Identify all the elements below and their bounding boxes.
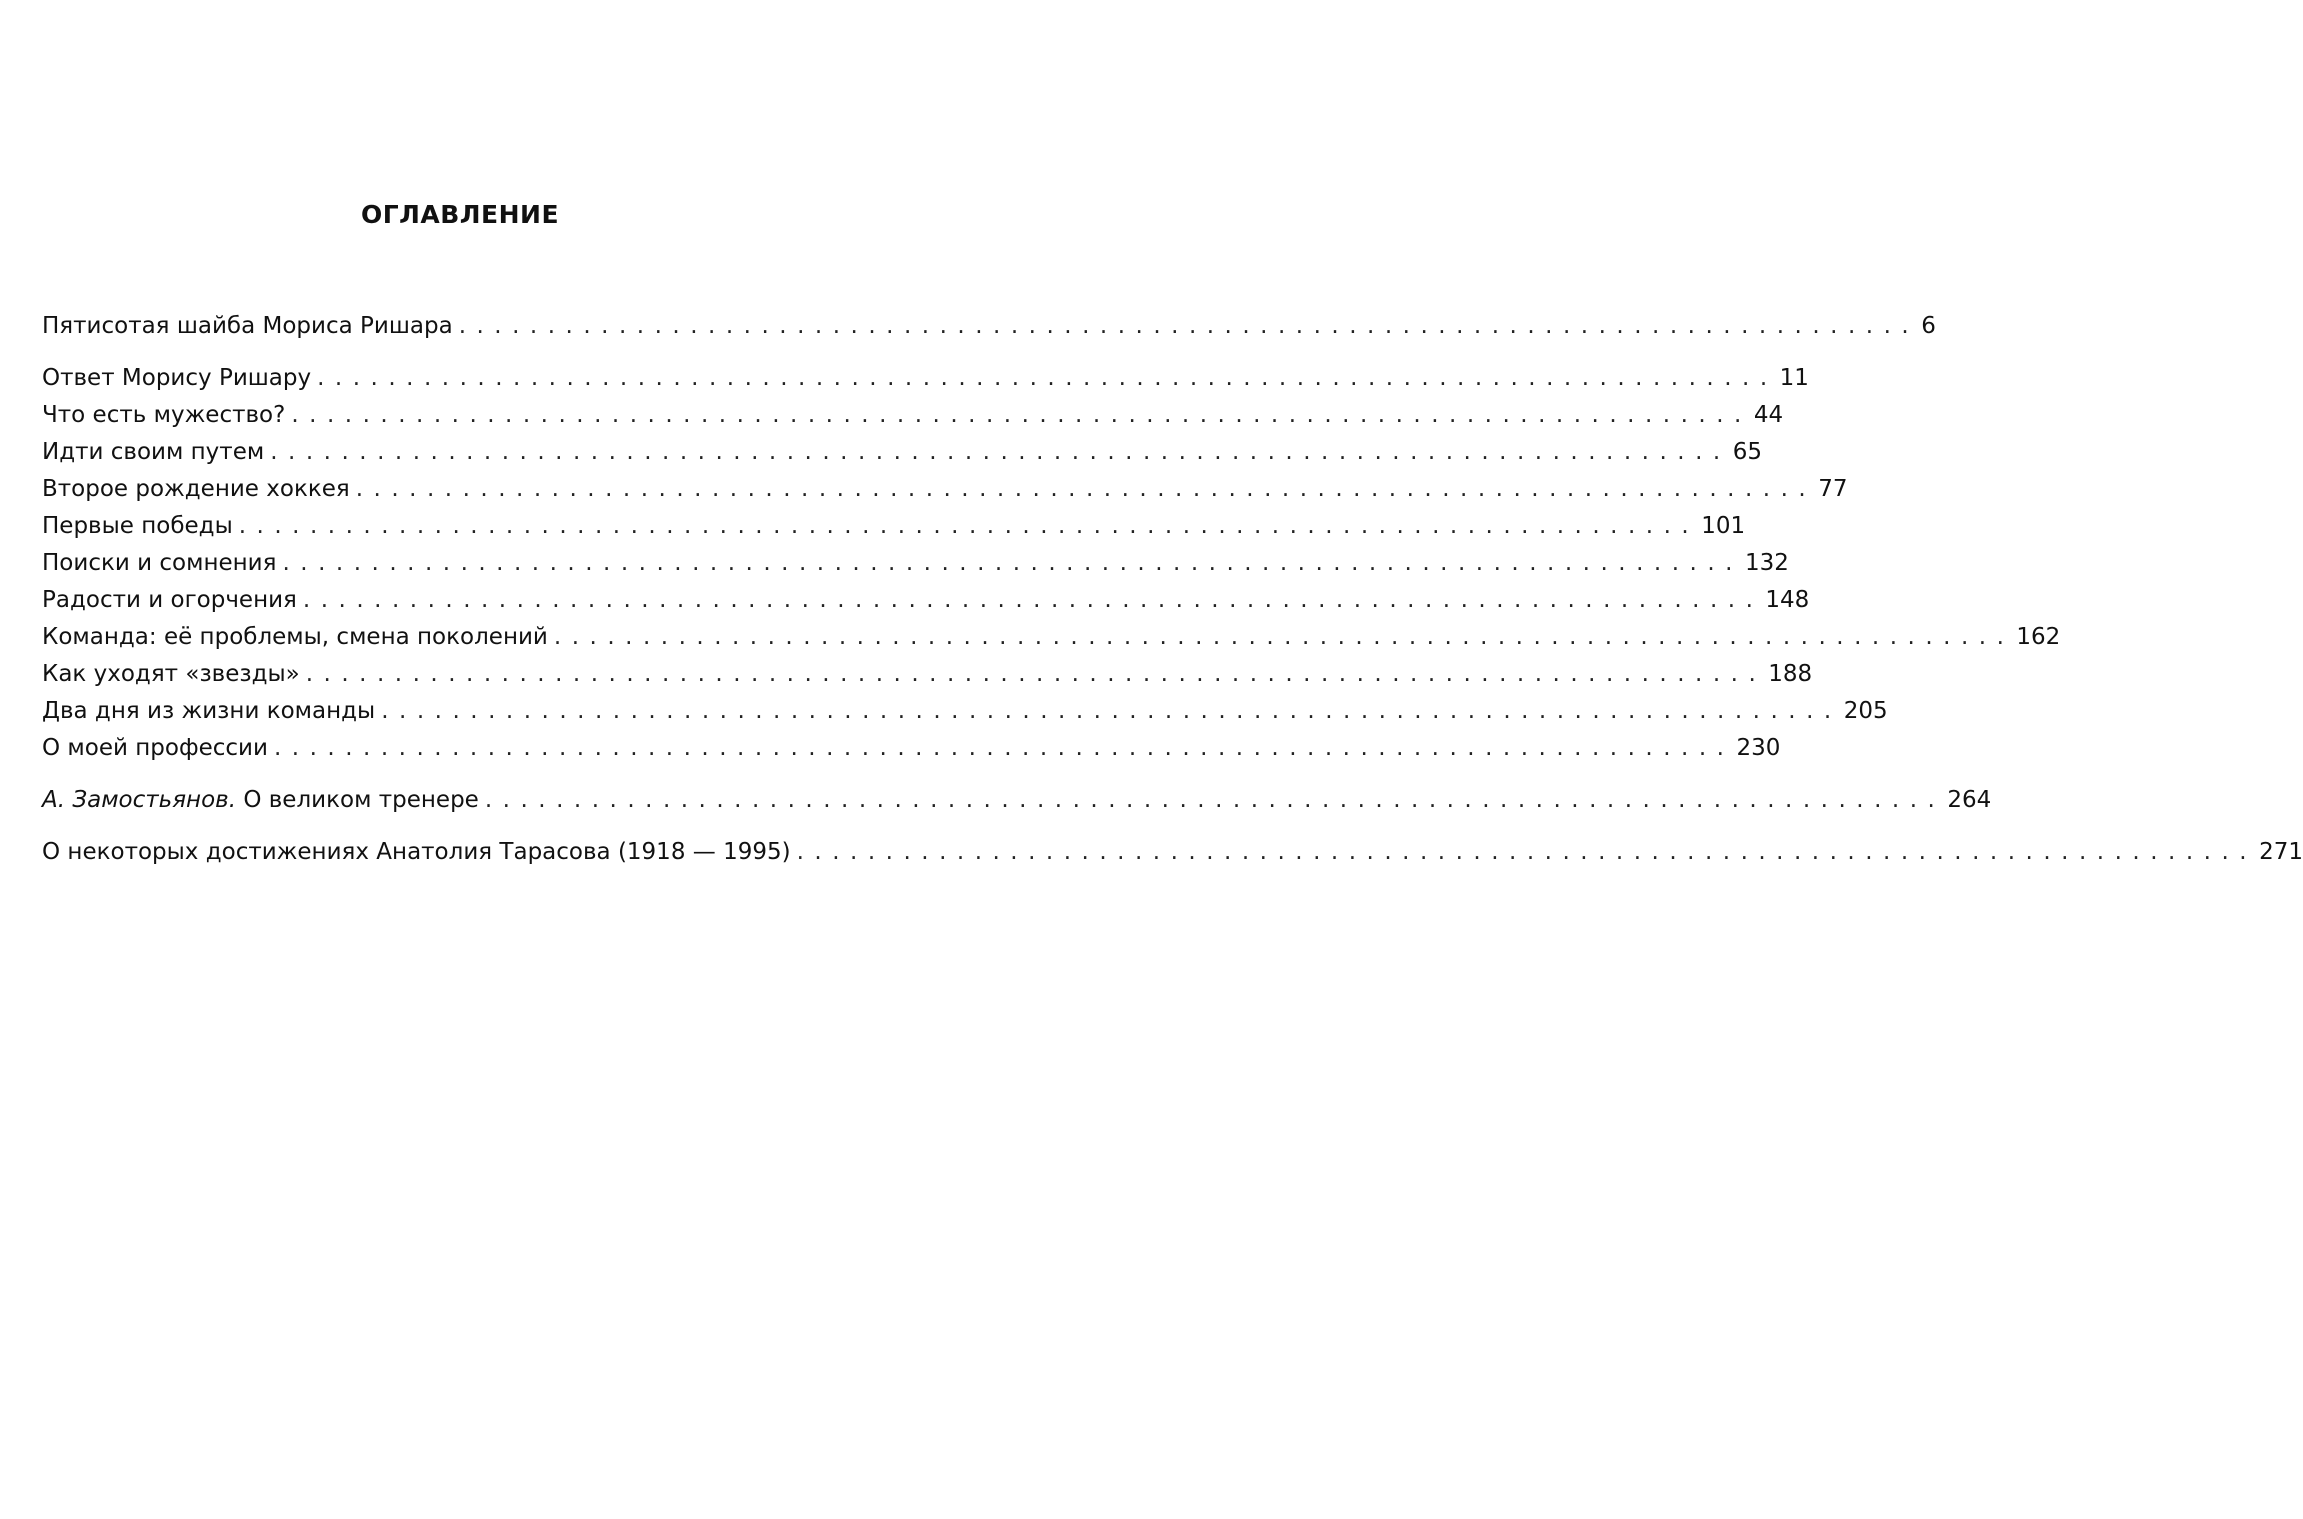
entry-title: Ответ Морису Ришару	[42, 365, 312, 391]
entry-title: О моей профессии	[42, 735, 268, 761]
dot-leader: ..................................................................................	[796, 839, 2258, 865]
toc-entry	[42, 834, 2303, 871]
dot-leader: ..................................................................................	[270, 439, 1731, 465]
entry-title: Второе рождение хоккея	[42, 476, 350, 502]
entry-title: Что есть мужество?	[42, 402, 286, 428]
toc-entry	[42, 434, 1762, 471]
entry-title-text: О великом тренере	[236, 787, 479, 813]
entry-page-number: 230	[1736, 735, 1781, 761]
entry-page-number: 188	[1768, 661, 1813, 687]
dot-leader: ..................................................................................	[302, 587, 1764, 613]
entry-page-number: 264	[1947, 787, 1992, 813]
entry-page-number: 11	[1779, 365, 1809, 391]
entry-page-number: 65	[1732, 439, 1762, 465]
toc-entry	[42, 471, 1848, 508]
table-of-contents	[42, 308, 2303, 871]
toc-entry	[42, 308, 1936, 345]
entry-author: А. Замостьянов.	[42, 787, 237, 813]
toc-entry	[42, 782, 1992, 819]
entry-title: Два дня из жизни команды	[42, 698, 376, 724]
toc-entry	[42, 545, 1789, 582]
dot-leader: ..................................................................................	[484, 787, 1946, 813]
entry-page-number: 132	[1744, 550, 1789, 576]
entry-page-number: 162	[2016, 624, 2061, 650]
dot-leader: ..................................................................................	[553, 624, 2015, 650]
entry-title: Как уходят «звезды»	[42, 661, 300, 687]
entry-title	[42, 782, 485, 819]
dot-leader: ..................................................................................	[355, 476, 1817, 502]
entry-title: Команда: её проблемы, смена поколений	[42, 624, 548, 650]
toc-entry	[42, 656, 1813, 693]
entry-page-number: 205	[1843, 698, 1888, 724]
entry-title: Поиски и сомнения	[42, 550, 277, 576]
page-title: ОГЛАВЛЕНИЕ	[360, 200, 560, 229]
entry-page-number: 77	[1818, 476, 1848, 502]
dot-leader: ..................................................................................	[282, 550, 1743, 576]
toc-entry	[42, 508, 1746, 545]
entry-title: О некоторых достижениях Анатолия Тарасова (1918 — 1995)	[42, 839, 791, 865]
entry-title: Первые победы	[42, 513, 233, 539]
entry-page-number: 148	[1765, 587, 1810, 613]
toc-entry	[42, 619, 2061, 656]
dot-leader: ..................................................................................	[273, 735, 1735, 761]
dot-leader: ..................................................................................	[238, 513, 1700, 539]
entry-page-number: 101	[1701, 513, 1746, 539]
toc-entry	[42, 397, 1784, 434]
entry-page-number: 6	[1921, 313, 1936, 339]
dot-leader: ..................................................................................	[305, 661, 1767, 687]
entry-page-number: 271	[2259, 839, 2303, 865]
dot-leader: ..................................................................................	[317, 365, 1778, 391]
dot-leader: ..................................................................................	[381, 698, 1842, 724]
entry-page-number: 44	[1753, 402, 1784, 428]
entry-title: Пятисотая шайба Мориса Ришара	[42, 313, 453, 339]
entry-title: Радости и огорчения	[42, 587, 297, 613]
toc-entry	[42, 730, 1781, 767]
dot-leader: ..................................................................................	[458, 313, 1920, 339]
entry-title: Идти своим путем	[42, 439, 265, 465]
dot-leader: ..................................................................................	[291, 402, 1752, 428]
toc-entry	[42, 693, 1888, 730]
toc-entry	[42, 360, 1809, 397]
toc-entry	[42, 582, 1810, 619]
